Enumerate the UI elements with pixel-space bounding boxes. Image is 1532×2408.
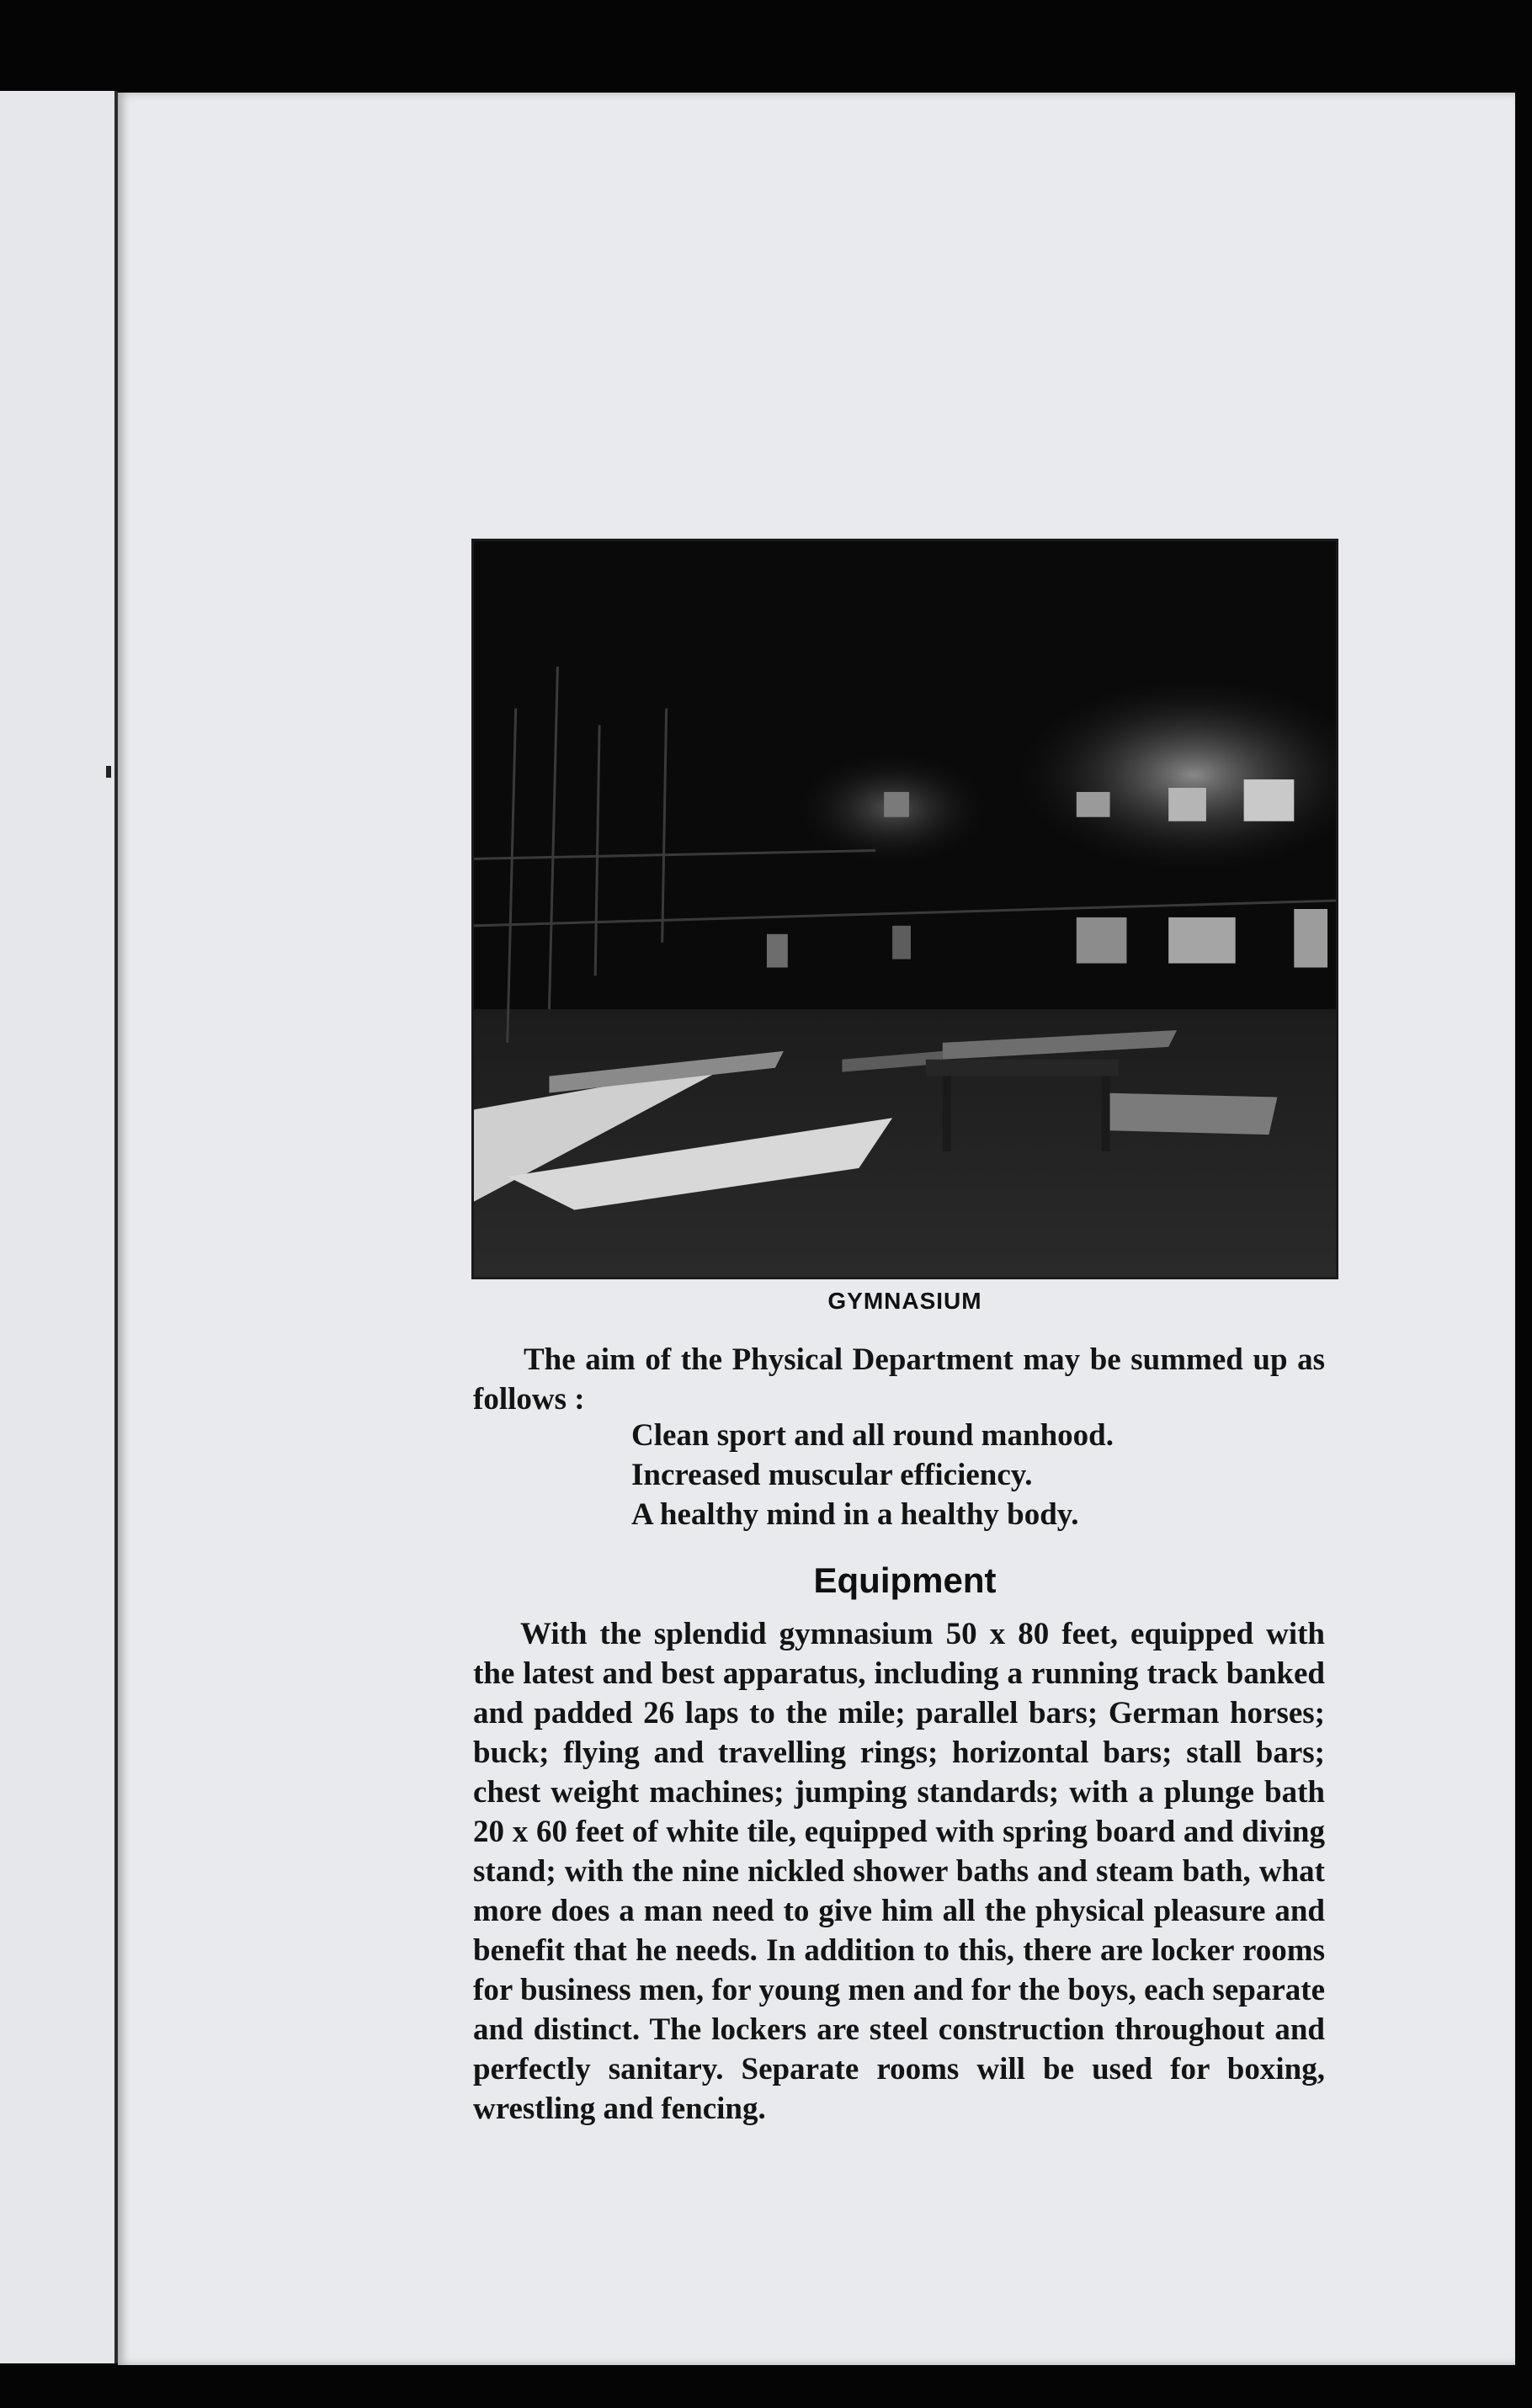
aims-list <box>631 1416 1305 1534</box>
binding-mark <box>106 766 111 778</box>
intro-paragraph: The aim of the Physical Department may be summed up as follows : <box>473 1342 1325 1417</box>
equipment-paragraph: With the splendid gymnasium 50 x 80 feet, equipped with the latest and best apparatus, including a running track banked and padded 26 laps to the mile; parallel bars; German horses; buck; flying and travelling rings; horizontal bars; stall bars; chest weight machines; jumping standards; with a plunge bath 20 x 60 feet of white tile, equipped with spring board and diving stand; with the nine nickled shower baths and steam bath, what more does a man need to give him all the physical pleasure and benefit that he needs. In addition to this, there are locker rooms for business men, for young men and for the boys, each separate and distinct. The lockers are steel construction throughout and perfectly sanitary. Separate rooms will be used for boxing, wrestling and fencing. <box>473 1617 1325 2126</box>
gymnasium-photo <box>471 539 1338 1279</box>
aim-item: Increased muscular efficiency. <box>631 1458 1033 1492</box>
aim-item: Clean sport and all round manhood. <box>631 1418 1114 1453</box>
facing-page-edge <box>0 91 116 2363</box>
book-page <box>118 93 1515 2365</box>
gymnasium-photo-image <box>474 541 1336 1277</box>
section-heading: Equipment <box>813 1560 997 1600</box>
aim-item: A healthy mind in a healthy body. <box>631 1497 1079 1532</box>
photo-caption: GYMNASIUM <box>827 1288 982 1314</box>
